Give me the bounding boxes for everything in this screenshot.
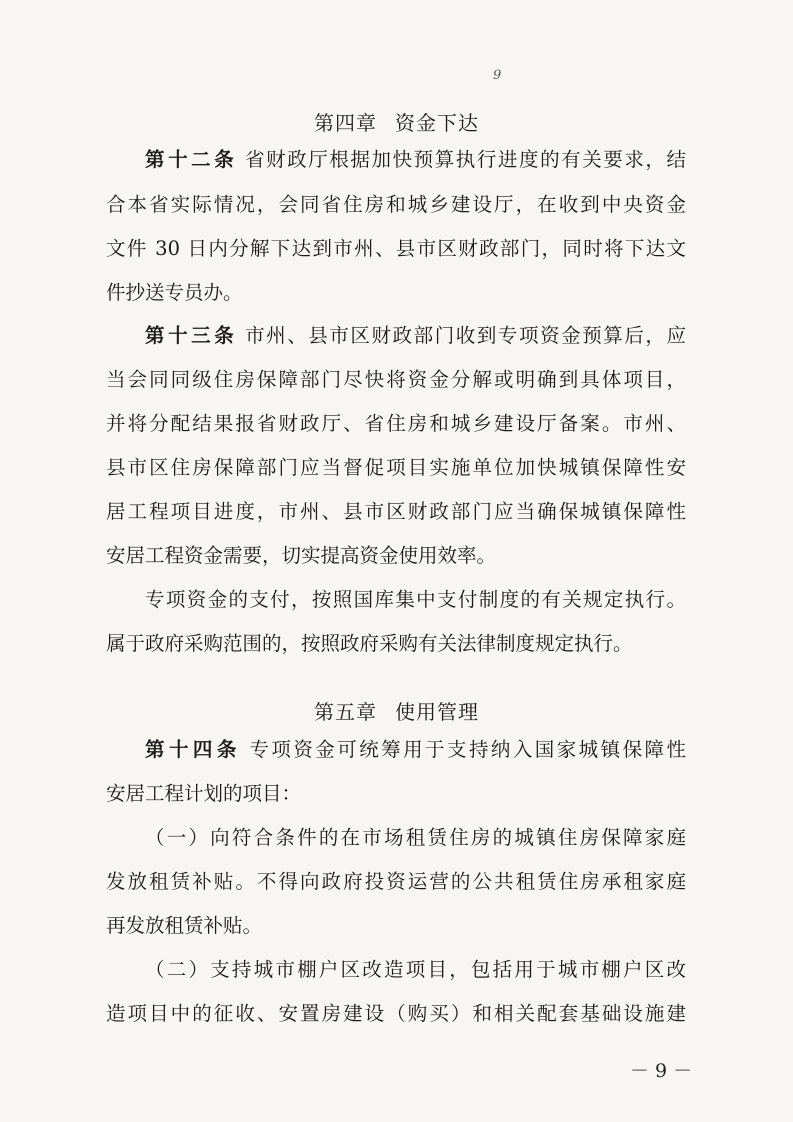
chapter-five-subtitle: 使用管理 bbox=[395, 700, 479, 724]
chapter-five-title: 第五章 bbox=[314, 700, 377, 724]
chapter-five-heading bbox=[0, 696, 793, 725]
article-thirteen-line-6: 安居工程资金需要，切实提高资金使用效率。 bbox=[106, 544, 497, 567]
article-twelve-line-4: 件抄送专员办。 bbox=[106, 281, 243, 304]
item-one-line-3: 再发放租赁补贴。 bbox=[106, 914, 263, 937]
article-thirteen-line-2: 当会同同级住房保障部门尽快将资金分解或明确到具体项目， bbox=[106, 368, 686, 391]
article-twelve-line-3: 文件 30 日内分解下达到市州、县市区财政部门，同时将下达文 bbox=[106, 237, 686, 260]
article-thirteen-line-3: 并将分配结果报省财政厅、省住房和城乡建设厅备案。市州、 bbox=[106, 412, 686, 435]
article-thirteen-line-4: 县市区住房保障部门应当督促项目实施单位加快城镇保障性安 bbox=[106, 456, 686, 479]
article-twelve-line-2: 合本省实际情况，会同省住房和城乡建设厅，在收到中央资金 bbox=[106, 193, 686, 216]
article-twelve-heading: 第十二条 bbox=[145, 148, 238, 171]
article-fourteen-line-2: 安居工程计划的项目： bbox=[106, 782, 302, 805]
article-thirteen-line-1 bbox=[145, 326, 686, 346]
chapter-four-heading bbox=[0, 107, 793, 136]
article-twelve-text-1: 省财政厅根据加快预算执行进度的有关要求，结 bbox=[245, 148, 686, 171]
article-thirteen-line-5: 居工程项目进度，市州、县市区财政部门应当确保城镇保障性 bbox=[106, 500, 686, 523]
payment-paragraph-line-1: 专项资金的支付，按照国库集中支付制度的有关规定执行。 bbox=[145, 588, 686, 611]
top-page-mark: 9 bbox=[493, 68, 502, 83]
payment-paragraph-line-2: 属于政府采购范围的，按照政府采购有关法律制度规定执行。 bbox=[106, 632, 633, 655]
item-two-line-2: 造项目中的征收、安置房建设（购买）和相关配套基础设施建 bbox=[106, 1002, 686, 1025]
article-twelve-line-1 bbox=[145, 150, 686, 170]
chapter-four-subtitle: 资金下达 bbox=[395, 111, 479, 135]
page-number: － 9 － bbox=[630, 1060, 693, 1082]
article-fourteen-line-1 bbox=[145, 740, 686, 760]
item-two-line-1: （二）支持城市棚户区改造项目，包括用于城市棚户区改 bbox=[145, 958, 686, 981]
article-thirteen-heading: 第十三条 bbox=[145, 324, 238, 347]
item-one-line-2: 发放租赁补贴。不得向政府投资运营的公共租赁住房承租家庭 bbox=[106, 870, 686, 893]
article-fourteen-heading: 第十四条 bbox=[145, 738, 241, 761]
article-thirteen-text-1: 市州、县市区财政部门收到专项资金预算后，应 bbox=[245, 324, 686, 347]
article-fourteen-text-1: 专项资金可统筹用于支持纳入国家城镇保障性 bbox=[249, 738, 686, 761]
chapter-four-title: 第四章 bbox=[314, 111, 377, 135]
item-one-line-1: （一）向符合条件的在市场租赁住房的城镇住房保障家庭 bbox=[145, 826, 686, 849]
